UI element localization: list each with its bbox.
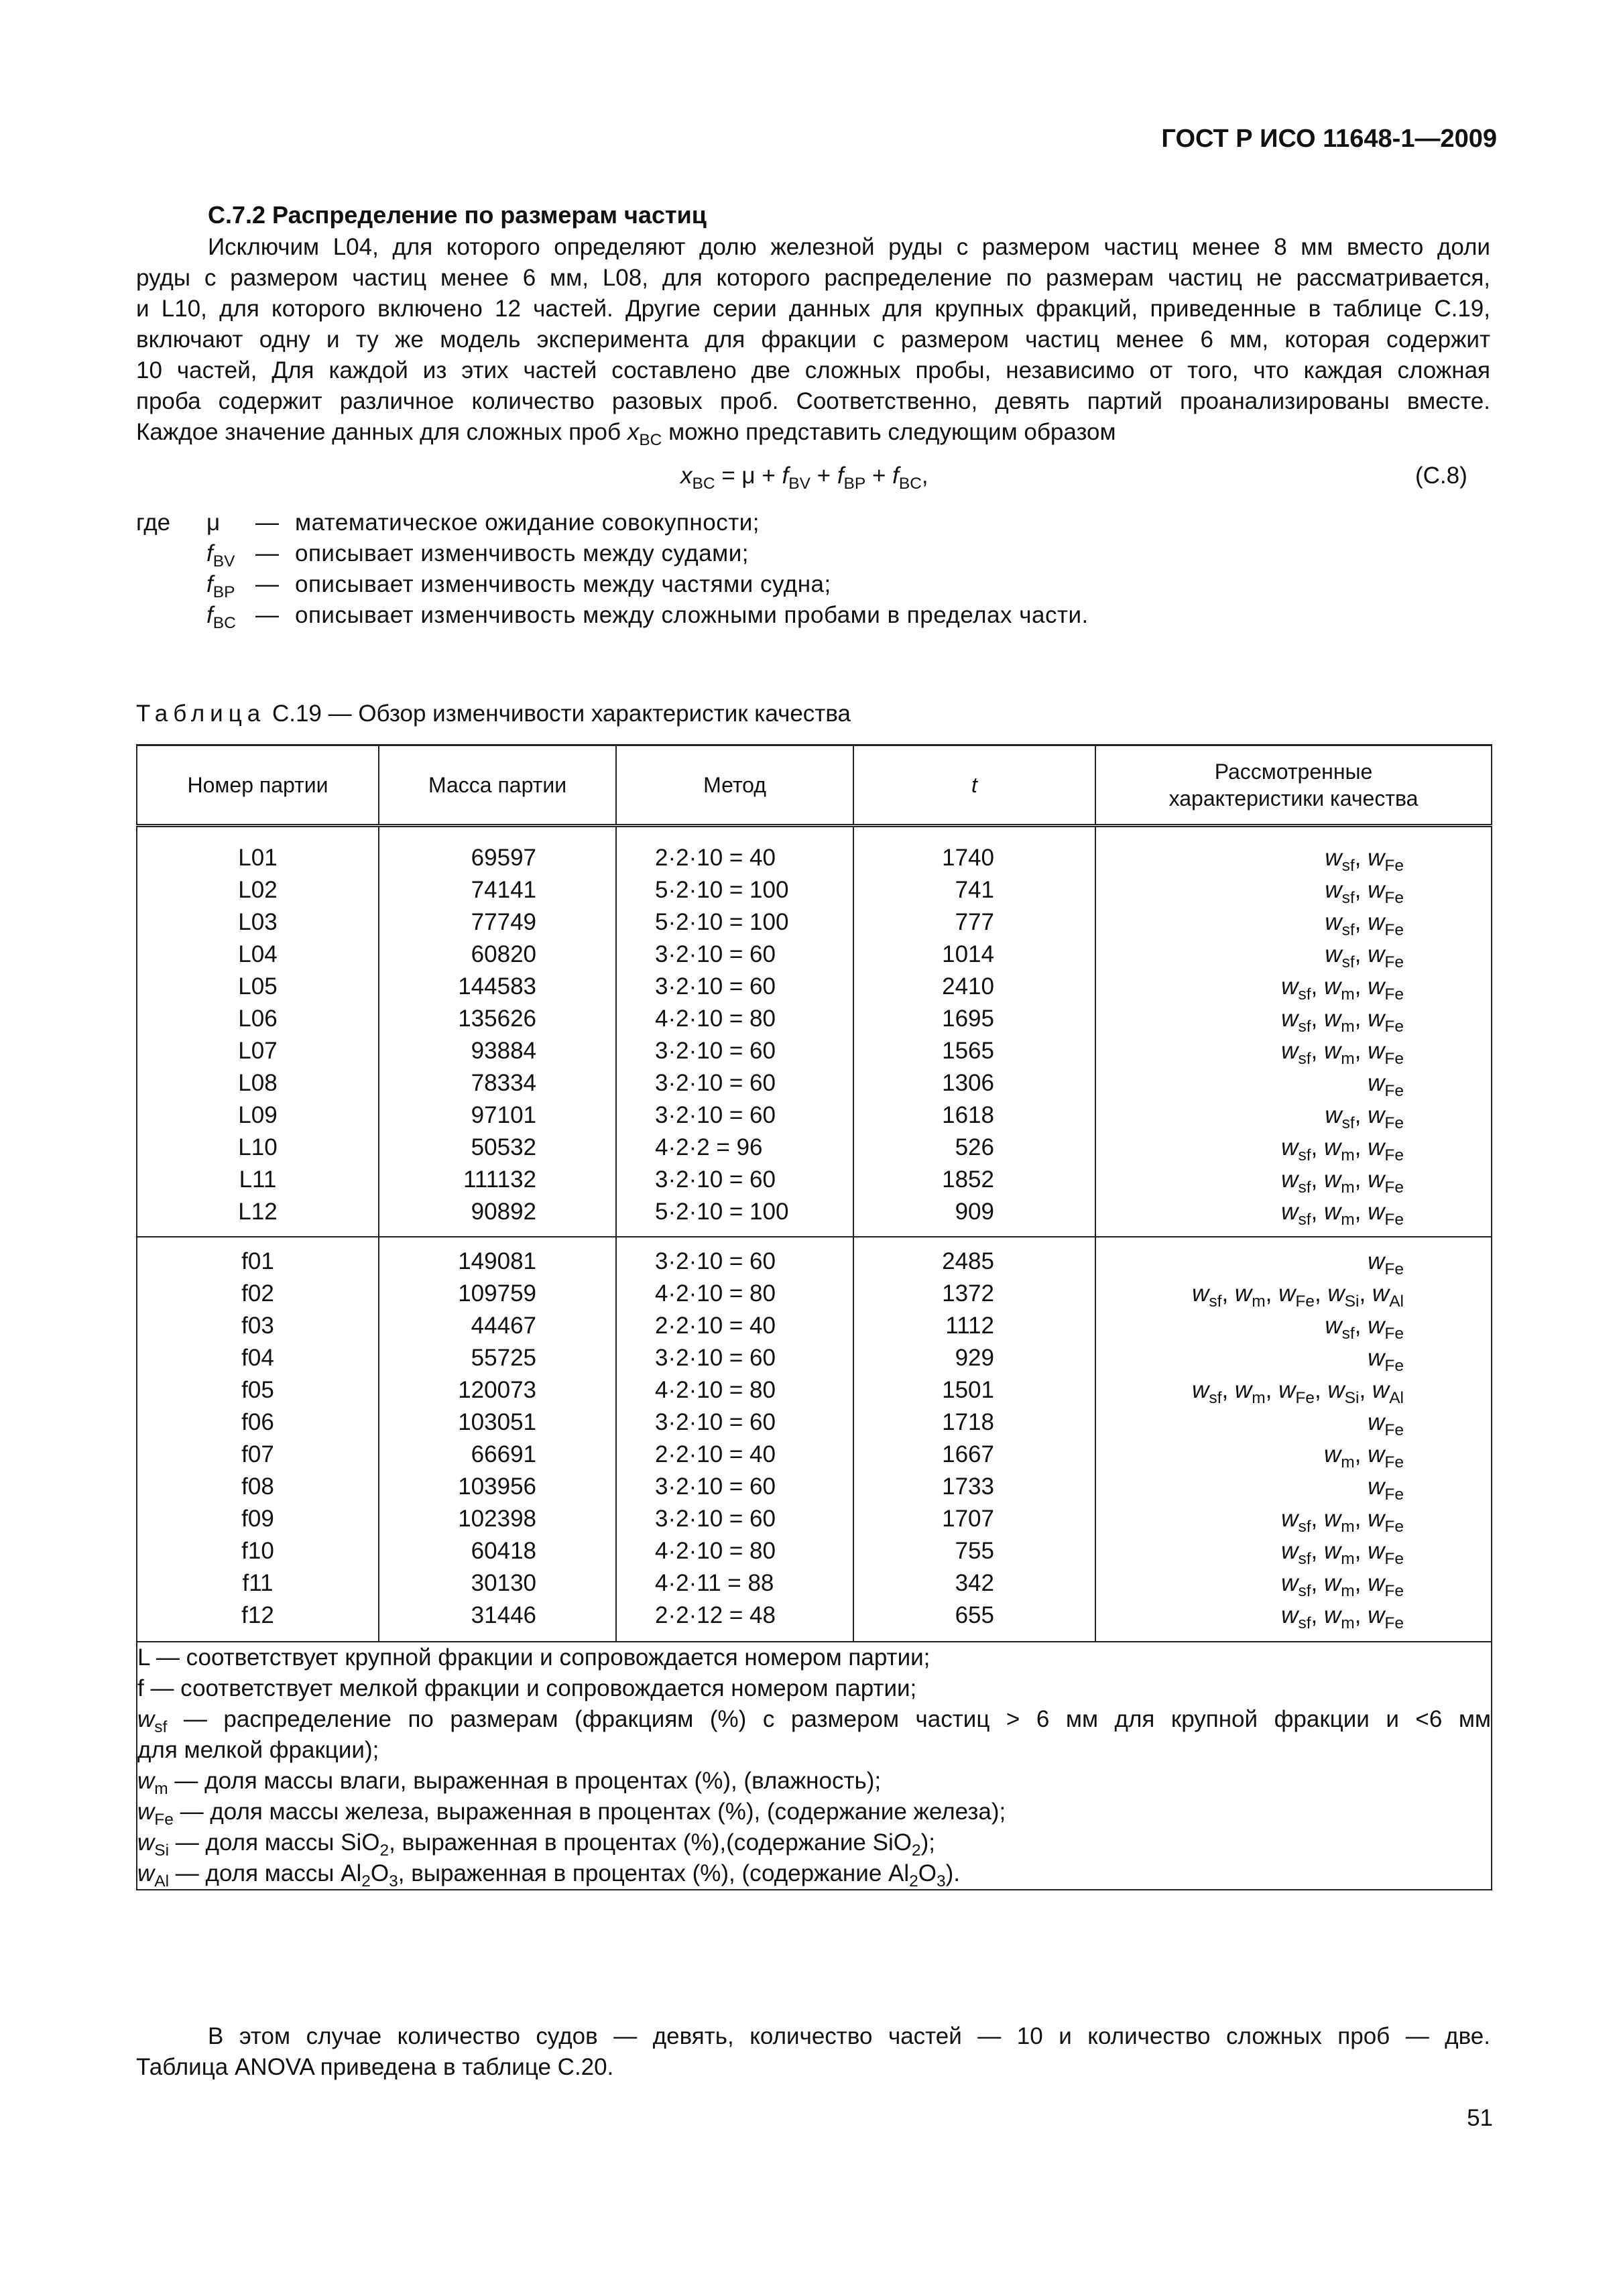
table-cell: 4·2·10 = 80	[655, 1006, 776, 1032]
table-cell: 102398	[458, 1506, 536, 1532]
table-cell: f09	[241, 1506, 274, 1532]
table-cell: 2·2·12 = 48	[655, 1602, 776, 1628]
paragraph-line: Каждое значение данных для сложных проб $x_{BC}$ можно представить следующим образом	[136, 419, 1116, 449]
table-cell: 77749	[471, 909, 536, 935]
table-cell: f03	[241, 1313, 274, 1339]
table-cell: 1112	[945, 1313, 994, 1339]
table-cell: 342	[955, 1570, 994, 1596]
table-cell: 1852	[942, 1166, 994, 1193]
table-cell: 4·2·10 = 80	[655, 1280, 776, 1307]
chars-column	[1095, 1237, 1492, 1642]
table-cell: 97101	[471, 1102, 536, 1128]
masses-column	[379, 826, 616, 1237]
paragraph-line: Исключим L04, для которого определяют долю железной руды с размером частиц менее 8 мм вместо доли	[208, 234, 1490, 260]
table-cell: L12	[238, 1199, 278, 1225]
table-cell: L02	[238, 877, 278, 903]
section-title: С.7.2 Распределение по размерам частиц	[208, 201, 707, 229]
table-cell: f05	[241, 1377, 274, 1403]
note-line: $w_{Si}$ — доля массы SiO$_2$, выраженная в процентах (%),(содержание SiO$_2$);	[137, 1829, 935, 1860]
note-line: $w_{sf}$ — распределение по размерам (фракциям (%) с размером частиц > 6 мм для крупной фракции и <6 мм	[137, 1706, 1491, 1736]
characteristics-cell: $w_m$, $w_{Fe}$	[1323, 1441, 1404, 1471]
paragraph-line: проба содержит различное количество разовых проб. Соответственно, девять партий проанализированы вместе.	[136, 388, 1490, 414]
table-cell: L06	[238, 1006, 278, 1032]
chars-column	[1095, 826, 1492, 1237]
table-cell: 93884	[471, 1038, 536, 1064]
table-cell: 90892	[471, 1199, 536, 1225]
table-cell: 1733	[942, 1473, 994, 1500]
table-notes	[137, 1642, 1492, 1890]
table-cell: 60820	[471, 941, 536, 967]
table-cell: 929	[955, 1345, 994, 1371]
table-cell: 44467	[471, 1313, 536, 1339]
lots-column	[137, 1237, 379, 1642]
characteristics-cell: $w_{sf}$, $w_{Fe}$	[1325, 941, 1404, 971]
paragraph-line: включают одну и ту же модель эксперимента для фракции с размером частиц менее 6 мм, которая содержит	[136, 326, 1490, 353]
table-cell: 655	[955, 1602, 994, 1628]
table-cell: 3·2·10 = 60	[655, 973, 776, 1000]
table-cell: 1707	[942, 1506, 994, 1532]
characteristics-cell: $w_{sf}$, $w_m$, $w_{Fe}$	[1281, 1538, 1404, 1568]
table-cell: 755	[955, 1538, 994, 1564]
characteristics-cell: $w_{sf}$, $w_m$, $w_{Fe}$	[1281, 1199, 1404, 1229]
page-number: 51	[1467, 2105, 1493, 2131]
characteristics-cell: $w_{Fe}$	[1368, 1409, 1404, 1439]
note-line: $w_{Al}$ — доля массы $Al_2O_3$, выраженная в процентах (%), (содержание $Al_2O_3$).	[137, 1860, 961, 1890]
document-header: ГОСТ Р ИСО 11648-1—2009	[1161, 125, 1497, 153]
characteristics-cell: $w_{sf}$, $w_{Fe}$	[1325, 1102, 1404, 1132]
quality-variation-table	[136, 744, 1492, 1890]
table-cell: f01	[241, 1248, 274, 1274]
table-cell: 2485	[942, 1248, 994, 1274]
note-line: для мелкой фракции);	[137, 1737, 379, 1763]
table-cell: f07	[241, 1441, 274, 1467]
note-line: f — соответствует мелкой фракции и сопровождается номером партии;	[137, 1675, 917, 1701]
characteristics-cell: $w_{sf}$, $w_m$, $w_{Fe}$	[1281, 1038, 1404, 1068]
t-column	[853, 826, 1095, 1237]
table-cell: 1501	[942, 1377, 994, 1403]
closing-paragraph	[136, 2021, 1490, 2083]
characteristics-cell: $w_{sf}$, $w_m$, $w_{Fe}$, $w_{Si}$, $w_{Al}$	[1192, 1280, 1404, 1311]
table-cell: 777	[955, 909, 994, 935]
table-cell: 5·2·10 = 100	[655, 877, 789, 903]
table-cell: 50532	[471, 1134, 536, 1160]
header-lot-number: Номер партии	[137, 745, 379, 826]
table-cell: 5·2·10 = 100	[655, 909, 789, 935]
table-cell: 2·2·10 = 40	[655, 845, 776, 871]
characteristics-cell: $w_{sf}$, $w_{Fe}$	[1325, 877, 1404, 907]
characteristics-cell: $w_{sf}$, $w_m$, $w_{Fe}$	[1281, 1570, 1404, 1600]
table-cell: 1718	[942, 1409, 994, 1435]
table-cell: f02	[241, 1280, 274, 1307]
table-cell: 103051	[458, 1409, 536, 1435]
masses-column	[379, 1237, 616, 1642]
table-cell: 2·2·10 = 40	[655, 1313, 776, 1339]
table-cell: 4·2·2 = 96	[655, 1134, 763, 1160]
header-method: Метод	[616, 745, 853, 826]
table-cell: L04	[238, 941, 278, 967]
header-lot-mass: Масса партии	[379, 745, 616, 826]
t-column	[853, 1237, 1095, 1642]
table-cell: 111132	[463, 1166, 536, 1193]
table-cell: 66691	[471, 1441, 536, 1467]
note-line: $w_{Fe}$ — доля массы железа, выраженная в процентах (%), (содержание железа);	[137, 1799, 1006, 1829]
table-cell: 74141	[471, 877, 536, 903]
table-cell: 2410	[942, 973, 994, 1000]
characteristics-cell: $w_{Fe}$	[1368, 1473, 1404, 1504]
table-cell: 103956	[458, 1473, 536, 1500]
table-cell: 3·2·10 = 60	[655, 1166, 776, 1193]
table-cell: L01	[238, 845, 278, 871]
table-cell: 1565	[942, 1038, 994, 1064]
methods-column	[616, 1237, 853, 1642]
table-cell: L09	[238, 1102, 278, 1128]
table-cell: 741	[955, 877, 994, 903]
table-cell: 3·2·10 = 60	[655, 1345, 776, 1371]
table-cell: 3·2·10 = 60	[655, 1070, 776, 1096]
table-cell: 30130	[471, 1570, 536, 1596]
table-cell: 1306	[942, 1070, 994, 1096]
table-cell: 60418	[471, 1538, 536, 1564]
characteristics-cell: $w_{sf}$, $w_m$, $w_{Fe}$	[1281, 1602, 1404, 1632]
header-t: t	[853, 745, 1095, 826]
table-cell: 1618	[942, 1102, 994, 1128]
table-cell: 4·2·11 = 88	[655, 1570, 774, 1596]
table-cell: 135626	[458, 1006, 536, 1032]
table-cell: f12	[241, 1602, 274, 1628]
table-cell: 144583	[458, 973, 536, 1000]
header-characteristics: Рассмотренные характеристики качества	[1095, 745, 1492, 826]
table-cell: f11	[242, 1570, 274, 1596]
table-cell: 149081	[458, 1248, 536, 1274]
table-cell: f10	[241, 1538, 274, 1564]
where-label: где	[136, 509, 171, 536]
table-cell: 3·2·10 = 60	[655, 1506, 776, 1532]
characteristics-cell: $w_{Fe}$	[1368, 1070, 1404, 1100]
table-cell: f06	[241, 1409, 274, 1435]
table-cell: 120073	[458, 1377, 536, 1403]
table-cell: L08	[238, 1070, 278, 1096]
table-cell: L03	[238, 909, 278, 935]
table-cell: 109759	[458, 1280, 536, 1307]
table-cell: 69597	[471, 845, 536, 871]
table-cell: 2·2·10 = 40	[655, 1441, 776, 1467]
characteristics-cell: $w_{sf}$, $w_m$, $w_{Fe}$	[1281, 1134, 1404, 1164]
table-group-fine	[137, 1237, 1492, 1642]
characteristics-cell: $w_{Fe}$	[1368, 1345, 1404, 1375]
characteristics-cell: $w_{sf}$, $w_{Fe}$	[1325, 909, 1404, 939]
table-cell: 1695	[942, 1006, 994, 1032]
table-cell: 31446	[471, 1602, 536, 1628]
table-cell: 78334	[471, 1070, 536, 1096]
characteristics-cell: $w_{sf}$, $w_m$, $w_{Fe}$	[1281, 1506, 1404, 1536]
table-cell: L07	[238, 1038, 278, 1064]
document-page: ГОСТ Р ИСО 11648-1—2009 С.7.2 Распределение по размерам частиц Исключим L04, для которого определяют долю железной руды с размером частиц менее 8 мм вместо доли руды с размером частиц менее 6 мм, L08, для которого распределение по размерам частиц не рассматривается, и L10, для которого включено 12 частей. Другие серии данных для крупных фракций, приведенные в таблице С.19, включают одну и ту же модель эксперимента для фракции с размером частиц менее 6 мм, которая содержит 10 частей, Для каждой из этих частей составлено две сложных пробы, независимо от того, что каждая сложная проба содержит различное количество разовых проб. Соответственно, девять партий проанализированы вместе. Каждое значение данных для сложных проб $x_{BC}$ можно представить следующим образом $x_{BC} = \mu + f_{BV} + f_{BP} + f_{BC}$, (С.8) где μ — математическое ожидание совокупности; $f_{BV}$ — описывает изменчивость между судами; $f_{BP}$ — описывает изменчивость между частями судна; $f_{BC}$ — описывает изменчивость между сложными пробами в пределах части. Таблица С.19 — Обзор изменчивости характеристик качества Номер партии Масса партии Метод t Рассмотренные характеристики качества L01 L02 L03 L04 L05 L06 L07 L08 L09 L10 L11 L12 69597 74141 77749 60820 144583 135626 93884 78334 97101 50532 111132 90892 2·2·10 = 40 5·2·10 = 100 5·2·10 = 100 3·2·10 = 60 3·2·10 = 60 4·2·10 = 80 3·2·10 = 60 3·2·10 = 60 3·2·10 = 60 4·2·2 = 96 3·2·10 = 60 5·2·10 = 100 1740 741 777 1014 2410 1695 1565 1306 1618 526 1852 909 $w_{sf}$, $w_{Fe}$ $w_{sf}$, $w_{Fe}$ $w_{sf}$, $w_{Fe}$ $w_{sf}$, $w_{Fe}$ $w_{sf}$, $w_m$, $w_{Fe}$ $w_{sf}$, $w_m$, $w_{Fe}$ $w_{sf}$, $w_m$, $w_{Fe}$ $w_{Fe}$ $w_{sf}$, $w_{Fe}$ $w_{sf}$, $w_m$, $w_{Fe}$ $w_{sf}$, $w_m$, $w_{Fe}$ $w_{sf}$, $w_m$, $w_{Fe}$ f01 f02 f03 f04 f05 f06 f07 f08 f09 f10 f11 f12 149081 109759 44467 55725 120073 103051 66691 103956 102398 60418 30130 31446 3·2·10 = 60 4·2·10 = 80 2·2·10 = 40 3·2·10 = 60 4·2·10 = 80 3·2·10 = 60 2·2·10 = 40 3·2·10 = 60 3·2·10 = 60 4·2·10 = 80 4·2·11 = 88 2·2·12 = 48 2485 1372 1112 929 1501 1718 1667 1733 1707 755 342 655 $w_{Fe}$ $w_{sf}$, $w_m$, $w_{Fe}$, $w_{Si}$, $w_{Al}$ $w_{sf}$, $w_{Fe}$ $w_{Fe}$ $w_{sf}$, $w_m$, $w_{Fe}$, $w_{Si}$, $w_{Al}$ $w_{Fe}$ $w_m$, $w_{Fe}$ $w_{Fe}$ $w_{sf}$, $w_m$, $w_{Fe}$ $w_{sf}$, $w_m$, $w_{Fe}$ $w_{sf}$, $w_m$, $w_{Fe}$ $w_{sf}$, $w_m$, $w_{Fe}$ L — соответствует крупной фракции и сопровождается номером партии; f — соответствует мелкой фракции и сопровождается номером партии; $w_{sf}$ — распределение по размерам (фракциям (%) с размером частиц > 6 мм для крупной фракции и <6 мм для мелкой фракции); $w_m$ — доля массы влаги, выраженная в процентах (%), (влажность); $w_{Fe}$ — доля массы железа, выраженная в процентах (%), (содержание железа); $w_{Si}$ — доля массы SiO$_2$, выраженная в процентах (%),(содержание SiO$_2$); $w_{Al}$ — доля массы $Al_2O_3$, выраженная в процентах (%), (содержание $Al_2O_3$). В этом случае количество судов — девять, количество частей — 10 и количество сложных проб — две. Таблица ANOVA приведена в таблице С.20. 51	[136, 125, 1497, 2131]
equation-number: (С.8)	[1415, 463, 1467, 489]
paragraph-line: руды с размером частиц менее 6 мм, L08, для которого распределение по размерам частиц не рассматривается,	[136, 265, 1490, 291]
table-cell: 1740	[942, 845, 994, 871]
table-header-row	[137, 745, 1492, 826]
equation-formula: $x_{BC} = \mu + f_{BV} + f_{BP} + f_{BC}$,	[680, 463, 928, 493]
methods-column	[616, 826, 853, 1237]
table-cell: 4·2·10 = 80	[655, 1538, 776, 1564]
characteristics-cell: $w_{Fe}$	[1368, 1248, 1404, 1278]
characteristics-cell: $w_{sf}$, $w_{Fe}$	[1325, 845, 1404, 875]
characteristics-cell: $w_{sf}$, $w_{Fe}$	[1325, 1313, 1404, 1343]
lots-column	[137, 826, 379, 1237]
table-cell: 5·2·10 = 100	[655, 1199, 789, 1225]
section-paragraph	[136, 232, 1490, 448]
table-cell: 1372	[942, 1280, 994, 1307]
table-cell: 3·2·10 = 60	[655, 1248, 776, 1274]
characteristics-cell: $w_{sf}$, $w_m$, $w_{Fe}$, $w_{Si}$, $w_{Al}$	[1192, 1377, 1404, 1407]
table-cell: L11	[239, 1166, 277, 1193]
paragraph-line: и L10, для которого включено 12 частей. Другие серии данных для крупных фракций, приведенные в таблице С.19,	[136, 296, 1490, 322]
closing-line: Таблица ANOVA приведена в таблице С.20.	[136, 2054, 614, 2080]
table-notes-row	[137, 1642, 1492, 1890]
table-cell: f04	[241, 1345, 274, 1371]
paragraph-line: 10 частей, Для каждой из этих частей составлено две сложных пробы, независимо от того, что каждая сложная	[136, 357, 1490, 383]
table-cell: 909	[955, 1199, 994, 1225]
note-line: L — соответствует крупной фракции и сопровождается номером партии;	[137, 1644, 930, 1671]
table-cell: L10	[238, 1134, 278, 1160]
characteristics-cell: $w_{sf}$, $w_m$, $w_{Fe}$	[1281, 1166, 1404, 1197]
table-cell: 526	[955, 1134, 994, 1160]
table-cell: L05	[238, 973, 278, 1000]
table-cell: 3·2·10 = 60	[655, 1473, 776, 1500]
table-cell: 3·2·10 = 60	[655, 1409, 776, 1435]
table-cell: 4·2·10 = 80	[655, 1377, 776, 1403]
table-cell: 1014	[942, 941, 994, 967]
characteristics-cell: $w_{sf}$, $w_m$, $w_{Fe}$	[1281, 973, 1404, 1004]
characteristics-cell: $w_{sf}$, $w_m$, $w_{Fe}$	[1281, 1006, 1404, 1036]
table-cell: 55725	[471, 1345, 536, 1371]
table-cell: 3·2·10 = 60	[655, 941, 776, 967]
table-group-coarse	[137, 826, 1492, 1237]
table-caption: Таблица С.19 — Обзор изменчивости характеристик качества	[136, 701, 851, 727]
table-cell: 1667	[942, 1441, 994, 1467]
table-cell: 3·2·10 = 60	[655, 1038, 776, 1064]
table-cell: 3·2·10 = 60	[655, 1102, 776, 1128]
note-line: $w_m$ — доля массы влаги, выраженная в процентах (%), (влажность);	[137, 1768, 882, 1798]
table-cell: f08	[241, 1473, 274, 1500]
closing-line: В этом случае количество судов — девять, количество частей — 10 и количество сложных проб — две.	[208, 2023, 1490, 2049]
